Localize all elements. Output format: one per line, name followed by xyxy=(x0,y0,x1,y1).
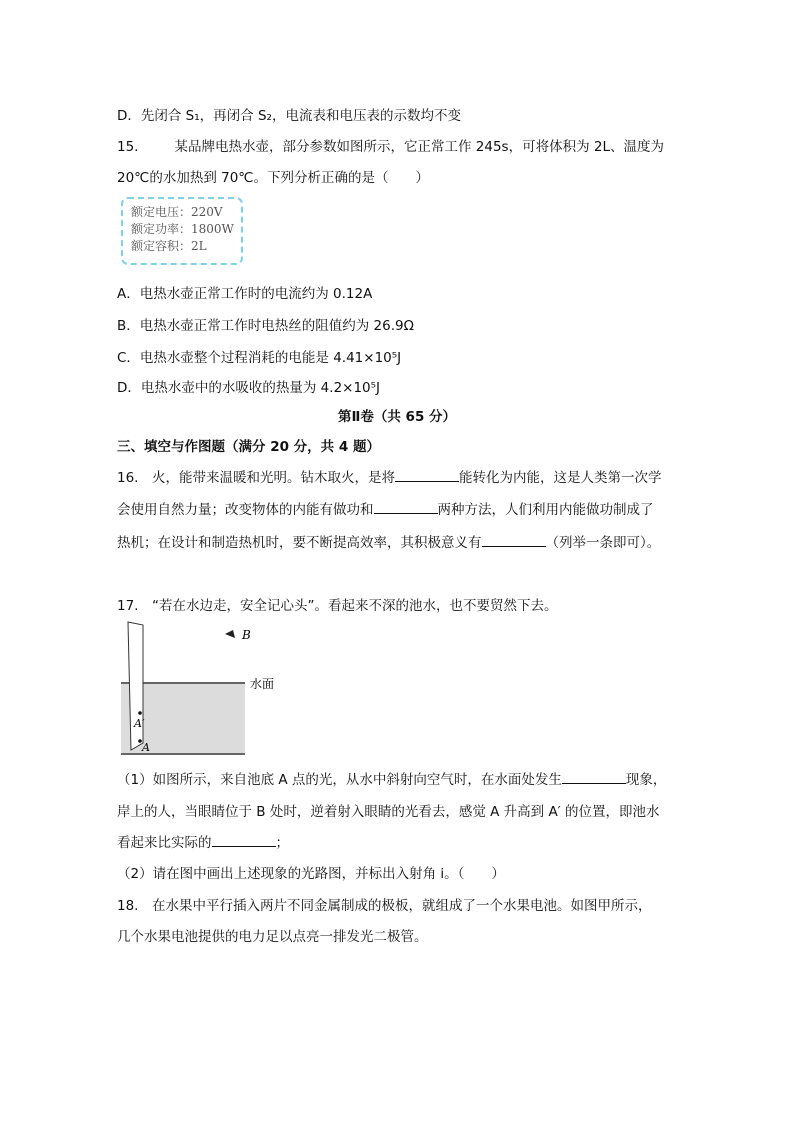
section3-title: 三、填空与作图题（满分 20 分，共 4 题） xyxy=(117,439,380,455)
param-voltage: 额定电压：220V xyxy=(131,205,223,219)
q15-option-d: D．电热水壶中的水吸收的热量为 4.2×10⁵J xyxy=(117,380,381,396)
q16-text: （列举一条即可）。 xyxy=(545,535,661,551)
point-a-image xyxy=(138,711,142,715)
q16-line1 xyxy=(117,466,661,486)
q16-text: 热机；在设计和制造热机时，要不断提高效率，其积极意义有 xyxy=(117,535,482,551)
param-capacity: 额定容积：2L xyxy=(131,239,207,253)
label-a: A xyxy=(142,741,150,754)
q15-option-c: C．电热水壶整个过程消耗的电能是 4.41×10⁵J xyxy=(117,350,402,366)
q17-part1-line1 xyxy=(117,768,666,788)
answer-blank[interactable] xyxy=(395,469,459,482)
q17-part1-line2: 岸上的人，当眼睛位于 B 处时，逆着射入眼睛的光看去，感觉 A 升高到 A′ 的位置，即池水 xyxy=(117,804,660,820)
q16-line3 xyxy=(117,531,660,551)
kettle-params-box xyxy=(121,197,243,265)
q17-text: 看起来比实际的 xyxy=(117,835,212,851)
label-water-surface: 水面 xyxy=(250,677,275,691)
answer-blank[interactable] xyxy=(374,501,438,514)
q15-number: 15. xyxy=(117,139,139,155)
pool-figure xyxy=(118,615,298,760)
label-a-image: A′ xyxy=(134,717,145,730)
q17-text: 现象， xyxy=(625,772,667,788)
eye-icon xyxy=(225,630,235,638)
q16-text: 16. 火，能带来温暖和光明。钻木取火，是将 xyxy=(117,470,395,486)
answer-blank[interactable] xyxy=(212,834,276,847)
ruler-pole xyxy=(128,622,143,750)
q16-text: 两种方法，人们利用内能做功制成了 xyxy=(437,502,654,518)
q14-option-d: D．先闭合 S₁，再闭合 S₂，电流表和电压表的示数均不变 xyxy=(117,108,461,124)
q17-stem: 17. “若在水边走，安全记心头”。看起来不深的池水，也不要贸然下去。 xyxy=(117,598,558,614)
q16-line2 xyxy=(117,498,654,518)
q15-option-a: A．电热水壶正常工作时的电流约为 0.12A xyxy=(117,286,373,302)
q18-line1: 18. 在水果中平行插入两片不同金属制成的极板，就组成了一个水果电池。如图甲所示， xyxy=(117,898,652,914)
q15-line1 xyxy=(117,135,664,155)
label-b: B xyxy=(242,628,251,642)
q18-line2: 几个水果电池提供的电力足以点亮一排发光二极管。 xyxy=(117,929,428,945)
q15-line2: 20℃的水加热到 70℃。下列分析正确的是（ ） xyxy=(117,170,429,186)
q16-text: 会使用自然力量；改变物体的内能有做功和 xyxy=(117,502,374,518)
q17-text: （1）如图所示，来自池底 A 点的光，从水中斜射向空气时，在水面处发生 xyxy=(117,772,562,788)
q17-text: ； xyxy=(275,835,289,851)
part2-title: 第Ⅱ卷（共 65 分） xyxy=(337,409,457,425)
q15-option-b: B．电热水壶正常工作时电热丝的阻值约为 26.9Ω xyxy=(117,318,414,334)
q16-text: 能转化为内能，这是人类第一次学 xyxy=(458,470,662,486)
answer-blank[interactable] xyxy=(562,771,626,784)
param-power: 额定功率：1800W xyxy=(131,222,234,236)
answer-blank[interactable] xyxy=(482,534,546,547)
q15-text: 某品牌电热水壶，部分参数如图所示，它正常工作 245s，可将体积为 2L、温度为 xyxy=(174,139,664,155)
q17-part2: （2）请在图中画出上述现象的光路图，并标出入射角 i。（ ） xyxy=(117,866,505,882)
q17-part1-line3 xyxy=(117,831,289,851)
